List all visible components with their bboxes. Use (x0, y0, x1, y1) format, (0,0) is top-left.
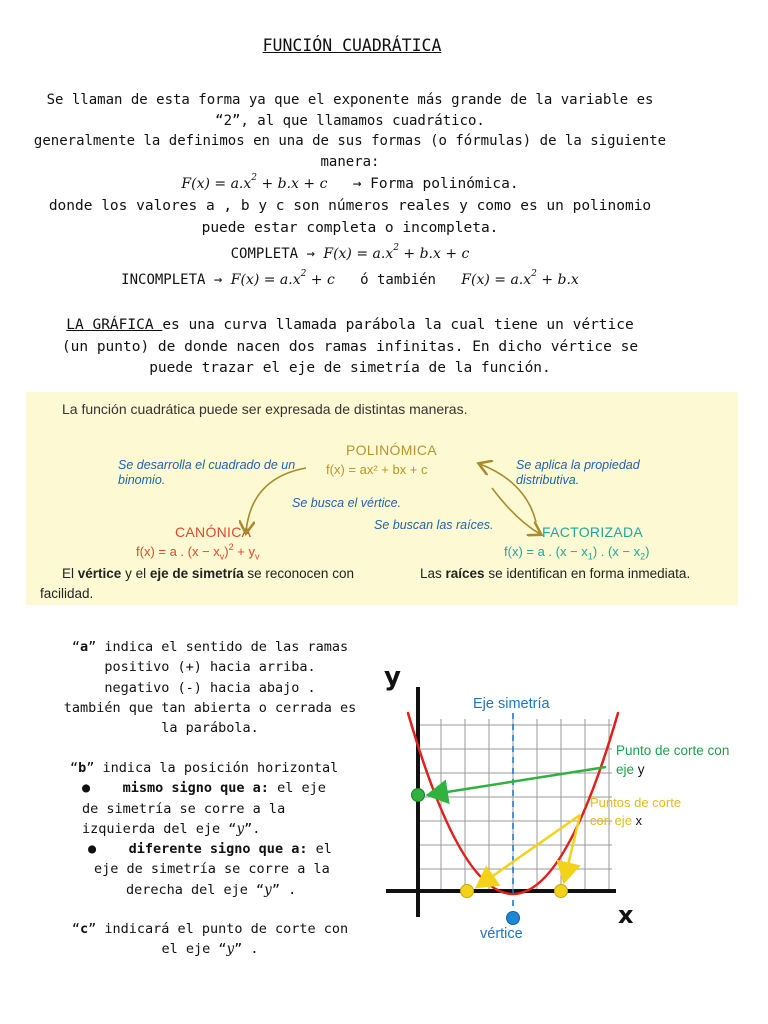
point-corte-x-right (555, 885, 568, 898)
intro-line: puede estar completa o incompleta. (201, 219, 499, 236)
coef-b-section (70, 758, 370, 900)
corte-x-label: Puntos de corte (590, 795, 682, 810)
polinomica-formula: f(x) = ax² + bx + c (326, 462, 428, 477)
polinomica-title: POLINÓMICA (346, 442, 437, 458)
coef-a-section (50, 637, 370, 738)
completa-formula: COMPLETA → $F(x) = a.x^2 + b.x + c$ (230, 242, 470, 262)
intro-line: generalmente la definimos en una de sus formas (o fórmulas) de la siguiente (33, 133, 667, 149)
forms-lead: La función cuadrática puede ser expresada de distintas maneras. (62, 401, 468, 417)
coef-a-line: “a” indica el sentido de las ramas (71, 639, 349, 655)
canonica-formula: f(x) = a . $(x - x_v)^2 + y_v$ (136, 542, 260, 562)
coef-b-bullet: ● mismo signo que a: el eje (82, 780, 326, 797)
corte-x-label-2: con eje x (590, 813, 643, 828)
foot-left-cont: facilidad. (40, 586, 94, 601)
intro-section (20, 90, 680, 293)
arrow-polinomica-to-canonica (246, 468, 306, 532)
coef-b-line: izquierda del eje “𝑦”. (82, 820, 261, 837)
coef-c-line: “c” indicará el punto de corte con (71, 921, 349, 937)
y-axis-label: y (384, 662, 401, 692)
point-corte-y (412, 789, 425, 802)
coef-a-line: positivo (+) hacia arriba. (104, 659, 316, 676)
foot-right: Las raíces se identifican en forma inmediata. (420, 566, 691, 581)
coef-b-line: derecha del eje “𝑦” . (126, 881, 297, 898)
note-raices: Se buscan las raíces. (374, 518, 494, 532)
coef-b-bullet: ● diferente signo que a: el (88, 841, 332, 858)
point-corte-x-left (461, 885, 474, 898)
arrow-factorizada-to-polinomica (480, 464, 536, 522)
intro-line: donde los valores a , b y c son números reales y como es un polinomio (48, 197, 652, 214)
coef-a-line: la parábola. (161, 720, 259, 737)
grafica-section: LA GRÁFICA es una curva llamada parábola la cual tiene un vértice (un punto) de donde nacen dos ramas infinitas. En dicho vértice se puede trazar el eje de simetría de la función. (61, 317, 639, 376)
vertice-label: vértice (480, 926, 523, 942)
coef-c-section (50, 919, 370, 960)
parabola-graph (378, 655, 758, 955)
incompleta-formula: INCOMPLETA → $F(x) = a.x^2 + c$ ó también $F(x) = a.x^2 + b.x$ (121, 268, 579, 288)
note-vertice: Se busca el vértice. (292, 496, 402, 510)
foot-left: El vértice y el eje de simetría se reconocen con (62, 566, 354, 581)
coef-b-line: de simetría se corre a la (82, 800, 286, 817)
note-left: Se desarrolla el cuadrado de un binomio. (118, 458, 296, 487)
x-axis-label: x (618, 901, 634, 929)
arrow-corte-y (428, 767, 606, 795)
point-vertice (507, 912, 520, 925)
corte-y-label-2: eje y (616, 762, 645, 777)
coef-c-line: el eje “𝑦” . (161, 941, 259, 958)
coef-b-line: “b” indica la posición horizontal (70, 760, 339, 776)
grid (418, 719, 612, 891)
note-right: Se aplica la propiedad distributiva. (516, 458, 640, 487)
page-title: FUNCIÓN CUADRÁTICA (262, 36, 442, 55)
grafica-label: LA GRÁFICA (66, 317, 163, 333)
factorizada-title: FACTORIZADA (542, 524, 644, 540)
coef-a-line: negativo (-) hacia abajo . (104, 679, 316, 696)
intro-line: manera: (320, 153, 380, 170)
coef-b-line: eje de simetría se corre a la (94, 861, 330, 878)
forms-diagram (26, 392, 738, 605)
eje-simetria-label: Eje simetría (473, 696, 550, 712)
intro-line: Se llaman de esta forma ya que el exponente más grande de la variable es (46, 92, 654, 108)
factorizada-formula: f(x) = a . $(x - x_1)$ . $(x - x_2)$ (504, 544, 650, 562)
coef-a-line: también que tan abierta o cerrada es (63, 699, 357, 716)
corte-y-label: Punto de corte con (616, 743, 730, 758)
main-formula: $F(x) = a.x^2 + b.x + c$ → Forma polinómica. (181, 173, 519, 192)
canonica-title: CANÓNICA (175, 524, 252, 540)
intro-line: “2”, al que llamamos cuadrático. (215, 112, 485, 129)
